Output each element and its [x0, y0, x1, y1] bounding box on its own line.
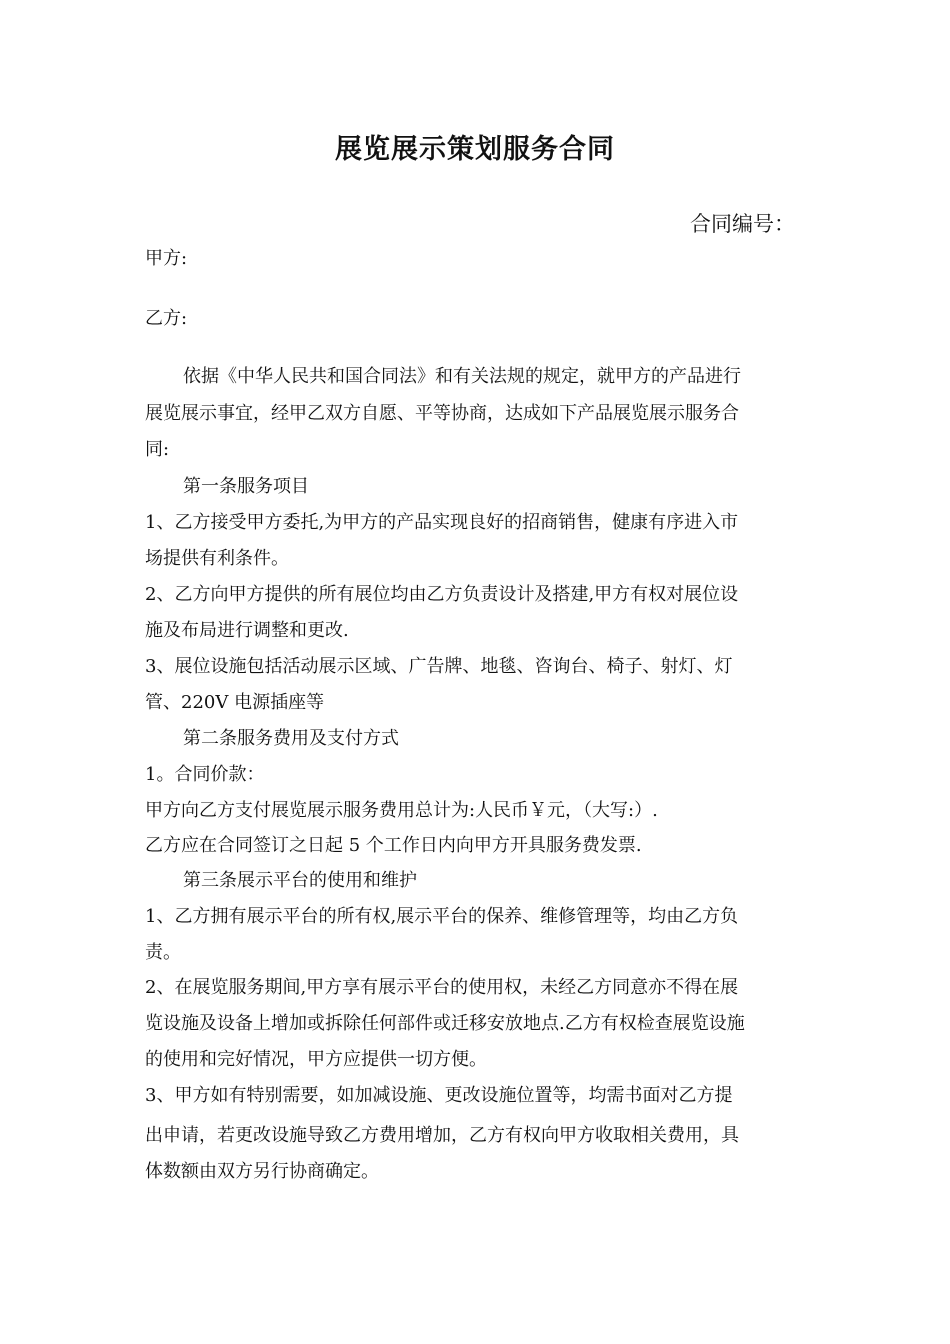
document-title: 展览展示策划服务合同: [335, 134, 615, 165]
preamble-line: 同:: [145, 439, 170, 460]
clause-line: 览设施及设备上增加或拆除任何部件或迁移安放地点.乙方有权检查展览设施: [145, 1013, 745, 1034]
clause-line: 体数额由双方另行协商确定。: [145, 1161, 379, 1182]
clause-line: 1。合同价款：: [145, 764, 265, 785]
clause-line: 甲方向乙方支付展览展示服务费用总计为:人民币￥元，（大写:）.: [145, 800, 658, 821]
party-b-label: 乙方:: [145, 308, 188, 329]
clause-line: 3、展位设施包括活动展示区域、广告牌、地毯、咨询台、椅子、射灯、灯: [145, 656, 733, 677]
party-a-label: 甲方:: [145, 248, 188, 269]
clause-line: 施及布局进行调整和更改.: [145, 620, 349, 641]
clause-line: 1、乙方拥有展示平台的所有权,展示平台的保养、维修管理等，均由乙方负: [145, 906, 739, 927]
preamble-line: 展览展示事宜，经甲乙双方自愿、平等协商，达成如下产品展览展示服务合: [145, 403, 739, 424]
clause-line: 2、在展览服务期间,甲方享有展示平台的使用权，未经乙方同意亦不得在展: [145, 977, 739, 998]
contract-number-label: 合同编号：: [690, 212, 795, 236]
clause-line: 责。: [145, 942, 181, 963]
article-heading: 第二条服务费用及支付方式: [183, 728, 399, 749]
clause-line: 3、甲方如有特别需要，如加减设施、更改设施位置等，均需书面对乙方提: [145, 1085, 733, 1106]
article-heading: 第三条展示平台的使用和维护: [183, 870, 417, 891]
clause-line: 出申请，若更改设施导致乙方费用增加，乙方有权向甲方收取相关费用，具: [145, 1125, 739, 1146]
clause-line: 场提供有利条件。: [145, 548, 289, 569]
clause-line: 乙方应在合同签订之日起 5 个工作日内向甲方开具服务费发票.: [145, 835, 642, 856]
article-heading: 第一条服务项目: [183, 476, 309, 497]
preamble-line: 依据《中华人民共和国合同法》和有关法规的规定，就甲方的产品进行: [183, 366, 741, 387]
clause-line: 的使用和完好情况，甲方应提供一切方便。: [145, 1049, 487, 1070]
clause-line: 2、乙方向甲方提供的所有展位均由乙方负责设计及搭建,甲方有权对展位设: [145, 584, 739, 605]
clause-line: 1、乙方接受甲方委托,为甲方的产品实现良好的招商销售，健康有序进入市: [145, 512, 739, 533]
clause-line: 管、220V 电源插座等: [145, 692, 325, 713]
